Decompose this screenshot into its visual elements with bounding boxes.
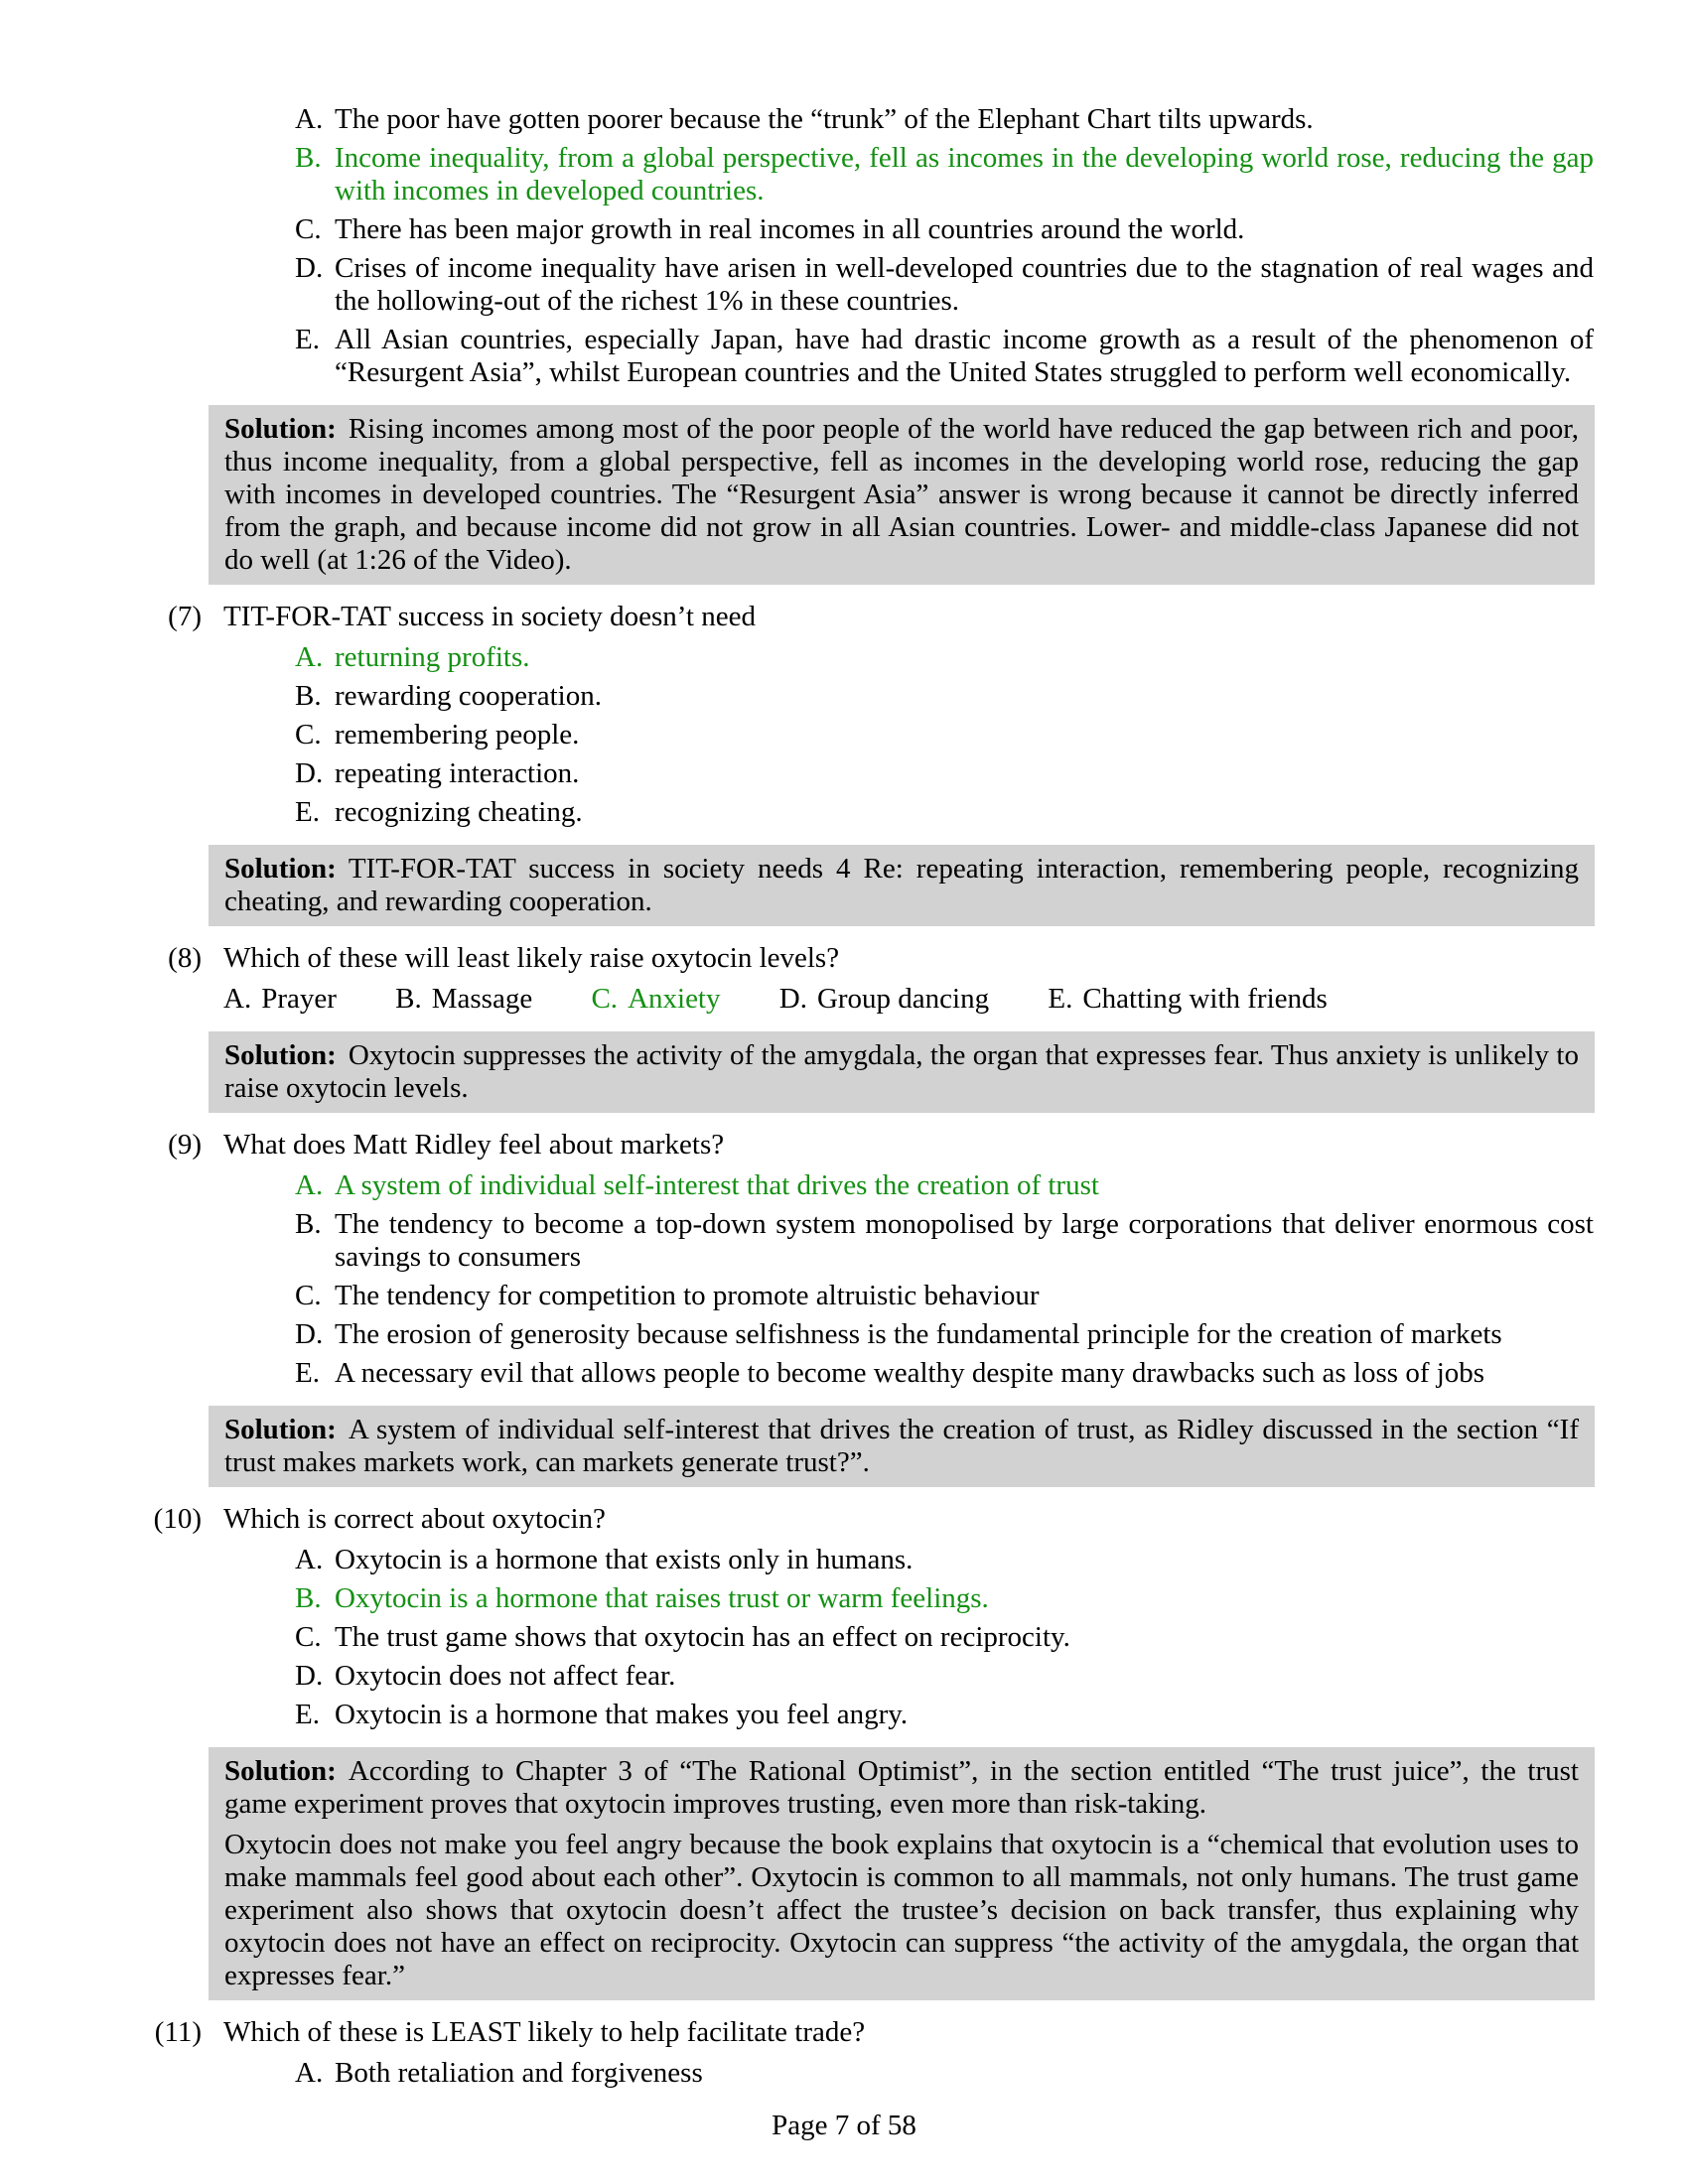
solution-label: Solution: — [224, 413, 337, 445]
option-label: C. — [591, 983, 619, 1015]
exam-page — [0, 103, 1688, 2090]
option-text: rewarding cooperation. — [335, 680, 602, 712]
option-e — [1048, 983, 1327, 1015]
option-text: The poor have gotten poorer because the “trunk” of the Elephant Chart tilts upwards. — [335, 103, 1314, 135]
question-row — [0, 1503, 1688, 1536]
option-label: C. — [295, 1621, 322, 1653]
question-row — [0, 2016, 1688, 2049]
question-block-6 — [0, 103, 1688, 585]
option-e — [295, 796, 1594, 829]
solution-label: Solution: — [224, 853, 337, 885]
solution-paragraph — [224, 853, 1579, 918]
option-text: Group dancing — [816, 983, 990, 1015]
option-list — [295, 103, 1594, 389]
option-text: recognizing cheating. — [335, 796, 583, 828]
question-number: (7) — [168, 601, 202, 632]
option-text: Chatting with friends — [1082, 983, 1328, 1015]
question-row — [0, 1129, 1688, 1161]
solution-text: According to Chapter 3 of “The Rational Optimist”, in the section entitled “The trust juice”, the trust game experiment proves that oxytocin improves trusting, even more than risk-taking. — [224, 1755, 1579, 1820]
option-text: Oxytocin is a hormone that makes you feel angry. — [335, 1699, 909, 1730]
question-block-7 — [0, 601, 1688, 926]
question-block-11 — [0, 2016, 1688, 2090]
option-b — [295, 680, 1594, 713]
question-text: Which of these is LEAST likely to help facilitate trade? — [223, 2016, 866, 2048]
page-footer: Page 7 of 58 — [772, 2110, 916, 2141]
inline-option-list — [223, 983, 1594, 1016]
option-text: A necessary evil that allows people to become wealthy despite many drawbacks such as loss of jobs — [335, 1357, 1485, 1389]
option-list — [295, 1544, 1594, 1731]
option-c — [295, 1621, 1594, 1654]
solution-label: Solution: — [224, 1755, 337, 1787]
solution-box — [209, 1406, 1595, 1487]
solution-text: Rising incomes among most of the poor people of the world have reduced the gap between rich and poor, thus income inequality, from a global perspective, fell as incomes in the developing world rose, reducing the gap with incomes in developed countries. The “Resurgent Asia” answer is wrong because it cannot be directly inferred from the graph, and because income did not grow in all Asian countries. Lower- and middle-class Japanese did not do well (at 1:26 of the Video). — [224, 413, 1579, 576]
option-label: E. — [295, 1699, 320, 1730]
option-text: Income inequality, from a global perspective, fell as incomes in the developing world rose, reducing the gap with incomes in developed countries. — [335, 142, 1594, 206]
question-number: (8) — [168, 942, 202, 974]
option-label: B. — [295, 1582, 322, 1614]
option-label: C. — [295, 719, 322, 751]
question-block-9 — [0, 1129, 1688, 1487]
option-label: E. — [295, 324, 320, 355]
option-a — [295, 103, 1594, 136]
question-text: TIT-FOR-TAT success in society doesn’t need — [223, 601, 756, 632]
option-label: A. — [295, 103, 324, 135]
option-label: D. — [295, 1660, 324, 1692]
option-label: B. — [395, 983, 422, 1015]
question-number: (9) — [168, 1129, 202, 1160]
solution-paragraph — [224, 1414, 1579, 1479]
option-text: Oxytocin is a hormone that raises trust or warm feelings. — [335, 1582, 989, 1614]
option-label: D. — [295, 252, 324, 284]
solution-text: Oxytocin suppresses the activity of the amygdala, the organ that expresses fear. Thus anxiety is unlikely to raise oxytocin levels. — [224, 1039, 1579, 1104]
solution-text: TIT-FOR-TAT success in society needs 4 Re: repeating interaction, remembering people, recognizing cheating, and rewarding cooperation. — [224, 853, 1579, 917]
option-e — [295, 1699, 1594, 1731]
question-block-8 — [0, 942, 1688, 1113]
question-number: (10) — [153, 1503, 202, 1535]
option-label: E. — [295, 1357, 320, 1389]
option-text: The tendency for competition to promote altruistic behaviour — [335, 1280, 1040, 1311]
solution-paragraph — [224, 1039, 1579, 1105]
solution-paragraph-2 — [224, 1829, 1579, 1992]
question-text: What does Matt Ridley feel about markets? — [223, 1129, 725, 1160]
question-row — [0, 942, 1688, 975]
option-a — [295, 1544, 1594, 1576]
solution-text: Oxytocin does not make you feel angry because the book explains that oxytocin is a “chemical that evolution uses to make mammals feel good about each other”. Oxytocin is common to all mammals, not only humans. The trust game experiment also shows that oxytocin doesn’t affect the trustee’s decision on back transfer, thus explaining why oxytocin does not have an effect on reciprocity. Oxytocin can suppress “the activity of the amygdala, the organ that expresses fear.” — [224, 1829, 1579, 1991]
option-text: The trust game shows that oxytocin has an effect on reciprocity. — [335, 1621, 1070, 1653]
option-label: A. — [295, 1169, 324, 1201]
option-text: Anxiety — [628, 983, 721, 1015]
option-d — [295, 757, 1594, 790]
option-label: A. — [223, 983, 252, 1015]
option-label: A. — [295, 2057, 324, 2089]
option-label: D. — [778, 983, 807, 1015]
option-label: A. — [295, 1544, 324, 1575]
option-label: A. — [295, 641, 324, 673]
solution-label: Solution: — [224, 1039, 337, 1071]
solution-text: A system of individual self-interest that drives the creation of trust, as Ridley discussed in the section “If trust makes markets work, can markets generate trust?”. — [224, 1414, 1579, 1478]
option-d — [779, 983, 989, 1015]
option-label: B. — [295, 1208, 322, 1240]
option-label: E. — [295, 796, 320, 828]
option-a-correct — [295, 641, 1594, 674]
option-list — [295, 641, 1594, 829]
option-text: The tendency to become a top-down system monopolised by large corporations that deliver enormous cost savings to consumers — [335, 1208, 1594, 1273]
solution-box — [209, 1031, 1595, 1113]
option-b — [395, 983, 532, 1015]
option-c — [295, 1280, 1594, 1312]
solution-paragraph — [224, 1755, 1579, 1821]
option-label: C. — [295, 213, 322, 245]
option-c-correct — [591, 983, 720, 1015]
option-label: D. — [295, 1318, 324, 1350]
option-label: E. — [1048, 983, 1073, 1015]
question-block-10 — [0, 1503, 1688, 2000]
option-text: returning profits. — [335, 641, 530, 673]
option-a — [295, 2057, 1594, 2090]
option-text: Both retaliation and forgiveness — [335, 2057, 703, 2089]
option-b-correct — [295, 142, 1594, 207]
option-text: Massage — [431, 983, 533, 1015]
option-d — [295, 252, 1594, 318]
option-label: C. — [295, 1280, 322, 1311]
question-number: (11) — [154, 2016, 202, 2048]
option-b — [295, 1208, 1594, 1274]
option-list — [295, 2057, 1594, 2090]
solution-paragraph — [224, 413, 1579, 577]
solution-label: Solution: — [224, 1414, 337, 1445]
option-text: A system of individual self-interest that drives the creation of trust — [335, 1169, 1099, 1201]
option-c — [295, 719, 1594, 751]
option-e — [295, 324, 1594, 389]
solution-box — [209, 845, 1595, 926]
option-text: remembering people. — [335, 719, 580, 751]
option-b-correct — [295, 1582, 1594, 1615]
solution-box — [209, 405, 1595, 585]
option-text: All Asian countries, especially Japan, have had drastic income growth as a result of the phenomenon of “Resurgent Asia”, whilst European countries and the United States struggled to perform well economically. — [335, 324, 1594, 388]
question-row — [0, 601, 1688, 633]
question-text: Which is correct about oxytocin? — [223, 1503, 606, 1535]
option-text: Oxytocin does not affect fear. — [335, 1660, 676, 1692]
option-text: Oxytocin is a hormone that exists only in humans. — [335, 1544, 914, 1575]
option-e — [295, 1357, 1594, 1390]
option-text: The erosion of generosity because selfishness is the fundamental principle for the creation of markets — [335, 1318, 1502, 1350]
option-d — [295, 1660, 1594, 1693]
option-a — [223, 983, 337, 1015]
option-a-correct — [295, 1169, 1594, 1202]
option-text: There has been major growth in real incomes in all countries around the world. — [335, 213, 1245, 245]
option-label: B. — [295, 142, 322, 174]
option-d — [295, 1318, 1594, 1351]
option-list — [295, 1169, 1594, 1390]
option-label: D. — [295, 757, 324, 789]
solution-box — [209, 1747, 1595, 2000]
question-text: Which of these will least likely raise oxytocin levels? — [223, 942, 840, 974]
option-text: Prayer — [261, 983, 337, 1015]
option-label: B. — [295, 680, 322, 712]
option-text: repeating interaction. — [335, 757, 580, 789]
option-c — [295, 213, 1594, 246]
option-text: Crises of income inequality have arisen in well-developed countries due to the stagnation of real wages and the hollowing-out of the richest 1% in these countries. — [335, 252, 1594, 317]
